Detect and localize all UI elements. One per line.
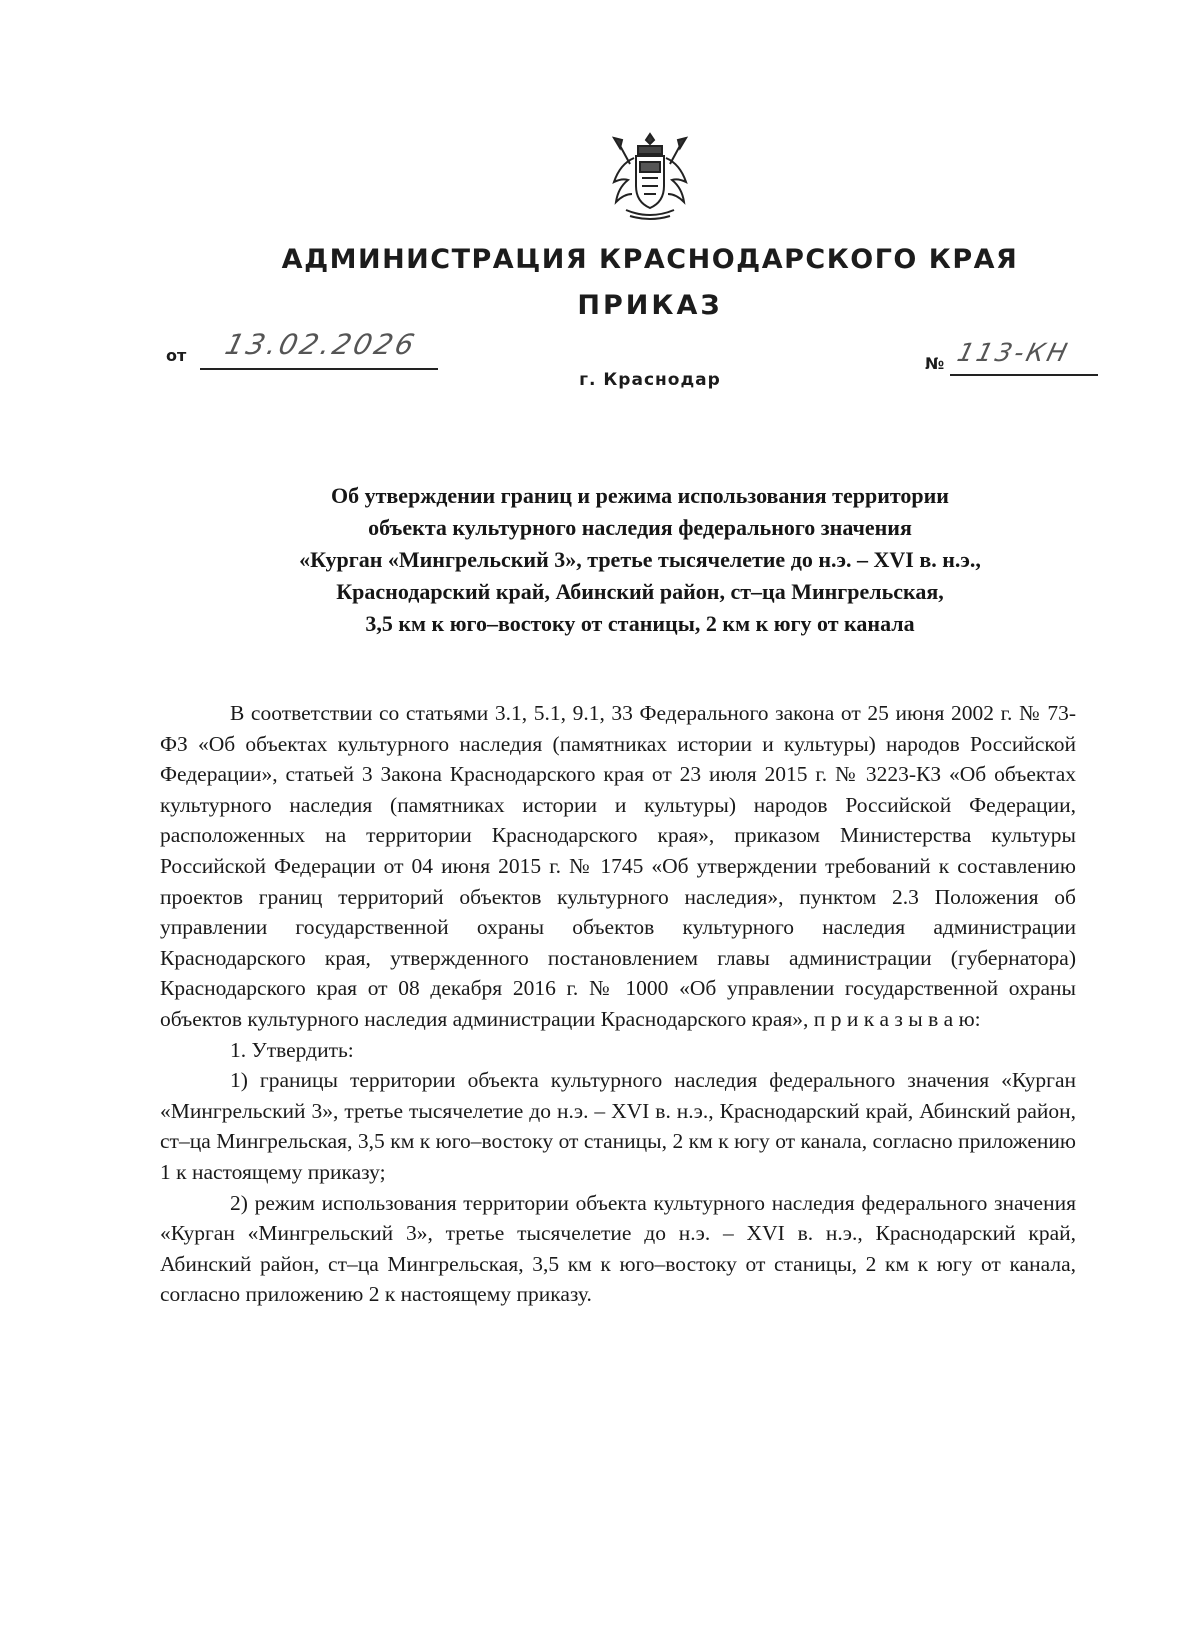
handwritten-date: 13.02.2026 [221, 328, 421, 361]
item-1-2: 2) режим использования территории объекта культурного наследия федерального значения «Курган «Мингрельский 3», третье тысячелетие до н.э. – XVI в. н.э., Краснодарский край, Абинский район, ст–ца Мингрельская, 3,5 км к юго–востоку от станицы, 2 км к югу от канала, согласно приложению 2 к настоящему приказу. [160, 1190, 1076, 1307]
title-line: 3,5 км к юго–востоку от станицы, 2 км к югу от канала [365, 611, 915, 636]
date-prefix: от [166, 346, 187, 365]
title-line: объекта культурного наследия федерального значения [368, 515, 912, 540]
document-body [160, 698, 1076, 1310]
item-1: 1. Утвердить: [230, 1037, 354, 1062]
title-line: Краснодарский край, Абинский район, ст–ца Мингрельская, [336, 579, 944, 604]
number-prefix: № [925, 354, 945, 373]
document-title [190, 480, 1090, 640]
city: г. Краснодар [579, 370, 721, 390]
title-line: «Курган «Мингрельский 3», третье тысячелетие до н.э. – XVI в. н.э., [299, 547, 981, 572]
document-type: ПРИКАЗ [577, 290, 723, 321]
handwritten-number: 113-КН [954, 338, 1073, 367]
item-1-1: 1) границы территории объекта культурного наследия федерального значения «Курган «Мингрельский 3», третье тысячелетие до н.э. – XVI в. н.э., Краснодарский край, Абинский район, ст–ца Мингрельская, 3,5 км к юго–востоку от станицы, 2 км к югу от канала, согласно приложению 1 к настоящему приказу; [160, 1068, 1076, 1184]
krasnodar-coat-of-arms-icon [608, 132, 692, 224]
organization-name: АДМИНИСТРАЦИЯ КРАСНОДАРСКОГО КРАЯ [281, 244, 1019, 275]
preamble-paragraph: В соответствии со статьями 3.1, 5.1, 9.1, 33 Федерального закона от 25 июня 2002 г. № 73-ФЗ «Об объектах культурного наследия (памятниках истории и культуры) народов Российской Федерации», статьей 3 Закона Краснодарского края от 23 июля 2015 г. № 3223-КЗ «Об объектах культурного наследия (памятниках истории и культуры) народов Российской Федерации, расположенных на территории Краснодарского края», приказом Министерства культуры Российской Федерации от 04 июня 2015 г. № 1745 «Об утверждении требований к составлению проектов границ территорий объектов культурного наследия», пунктом 2.3 Положения об управлении государственной охраны объектов культурного наследия администрации Краснодарского края, утвержденного постановлением главы администрации (губернатора) Краснодарского края от 08 декабря 2016 г. № 1000 «Об управлении государственной охраны объектов культурного наследия администрации Краснодарского края», п р и к а з ы в а ю: [160, 701, 1076, 1031]
title-line: Об утверждении границ и режима использования территории [331, 483, 949, 508]
